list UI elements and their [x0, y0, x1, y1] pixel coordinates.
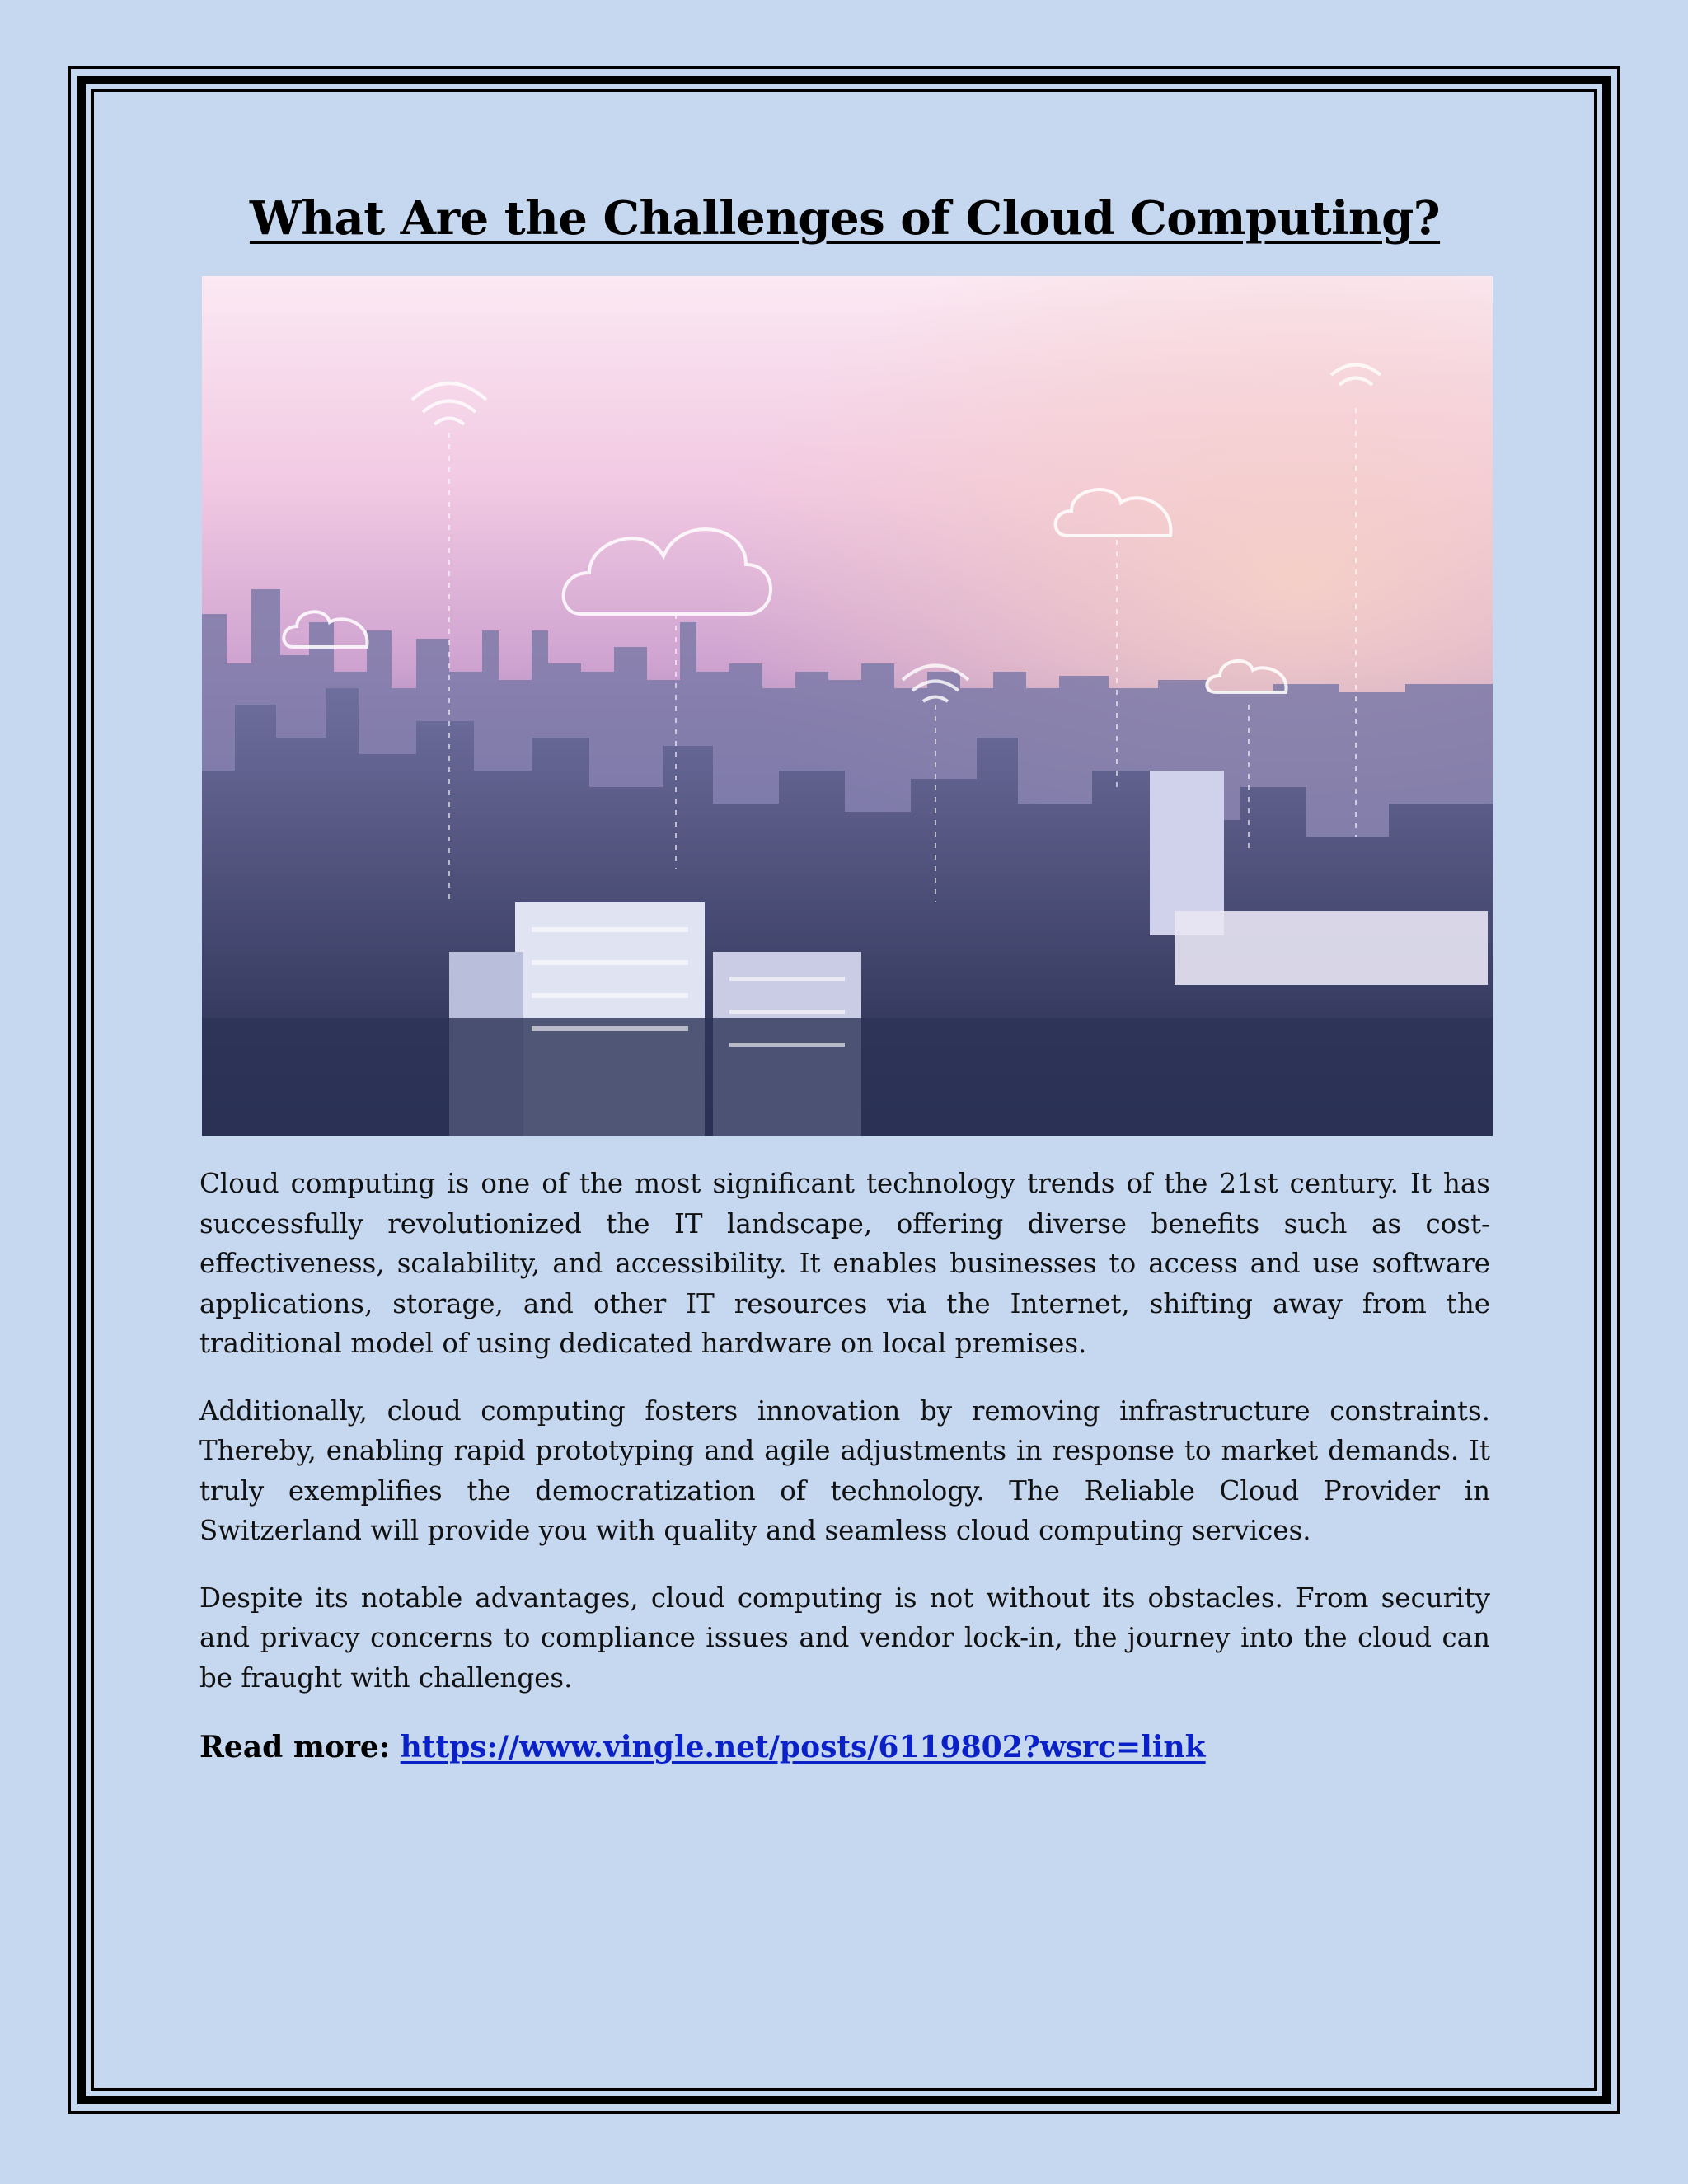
- intro-paragraph: Cloud computing is one of the most significant technology trends of the 21st century. It has successfully revolutionized the IT landscape, offering diverse benefits such as cost-effectiveness, scalability, and accessibility. It enables businesses to access and use software applications, storage, and other IT resources via the Internet, shifting away from the traditional model of using dedicated hardware on local premises.: [199, 1168, 1490, 1359]
- page-title: What Are the Challenges of Cloud Computing?: [249, 191, 1441, 246]
- read-more-link[interactable]: https://www.vingle.net/posts/6119802?wsrc=link: [400, 1730, 1206, 1765]
- read-more-label: Read more:: [199, 1730, 391, 1765]
- city-cloud-hero-image: [202, 276, 1493, 1136]
- innovation-paragraph: Additionally, cloud computing fosters innovation by removing infrastructure constraints. Thereby, enabling rapid prototyping and agile adjustments in response to market demands. It truly exemplifies the democratization of technology. The Reliable Cloud Provider in Switzerland will provide you with quality and seamless cloud computing services.: [199, 1394, 1490, 1546]
- article: [199, 185, 1490, 1769]
- challenges-paragraph: Despite its notable advantages, cloud computing is not without its obstacles. From security and privacy concerns to compliance issues and vendor lock-in, the journey into the cloud can be fraught with challenges.: [199, 1582, 1490, 1694]
- read-more-line: [199, 1726, 1490, 1769]
